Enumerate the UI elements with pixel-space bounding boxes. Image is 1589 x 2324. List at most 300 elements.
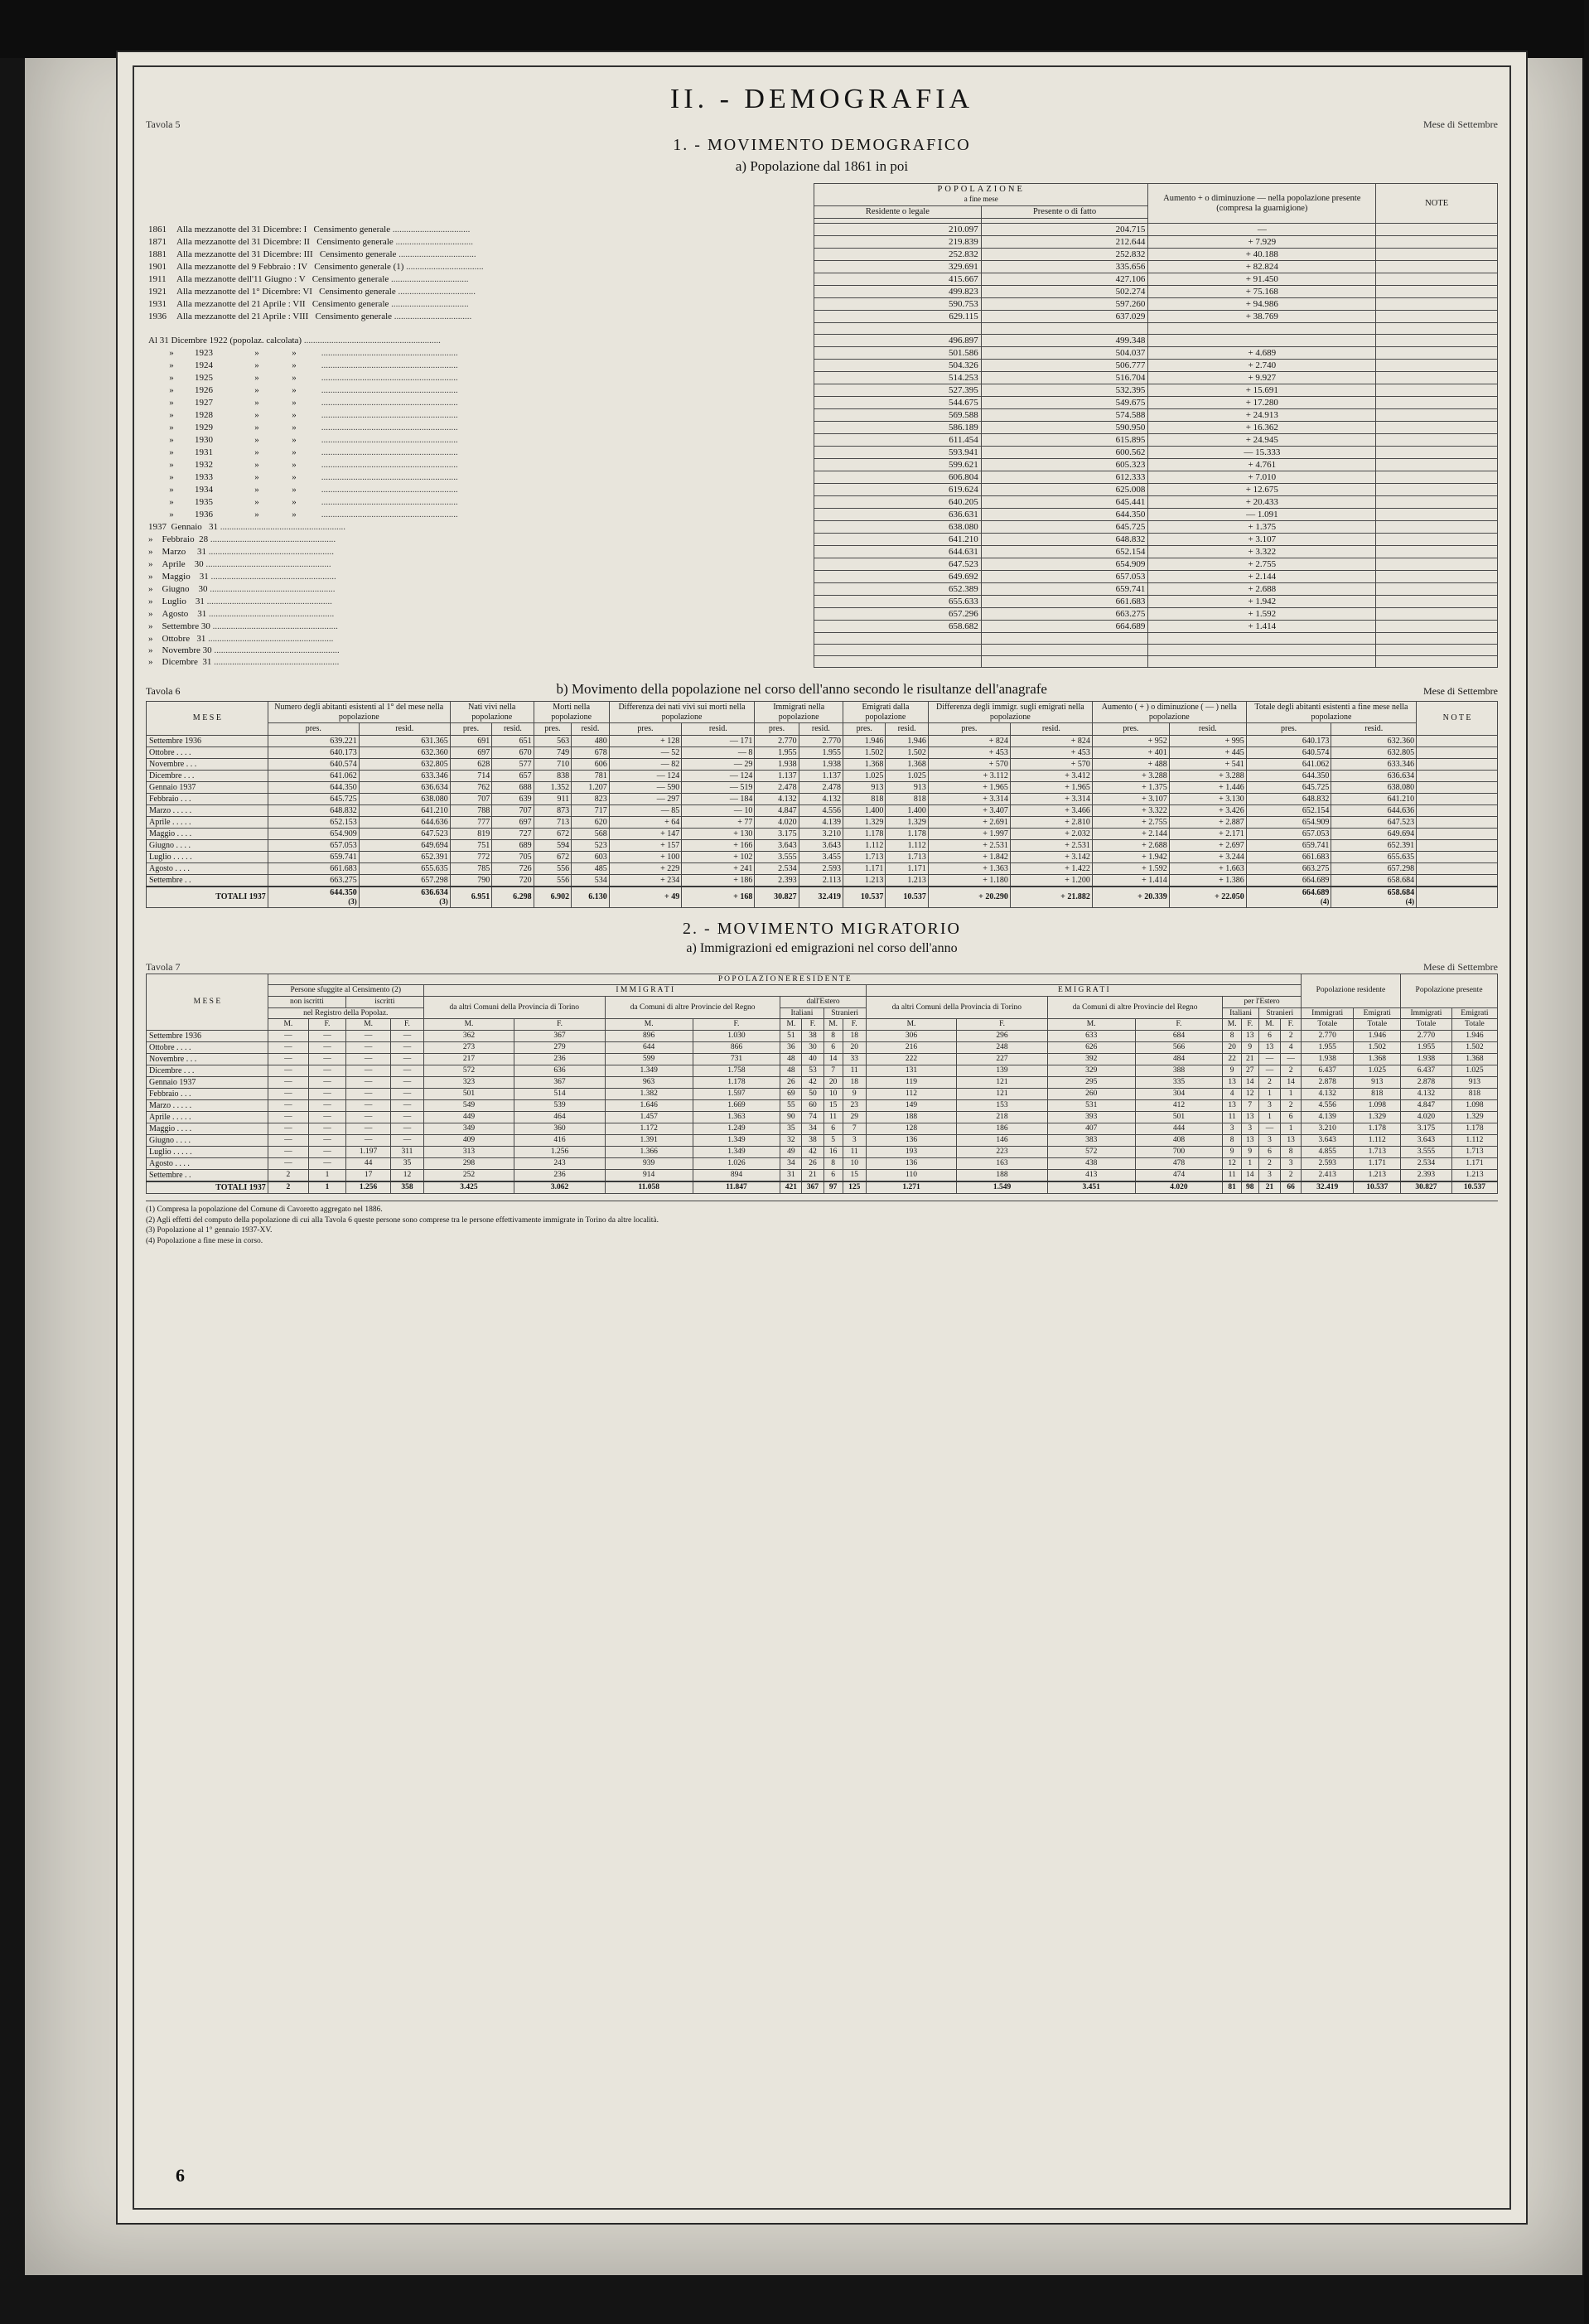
cell-p_emi: 913 (1451, 1076, 1497, 1088)
table-row (146, 311, 1498, 323)
month-label: » Giugno 30 ....................................................... (148, 584, 336, 595)
cell-f_m: 393 (1047, 1111, 1135, 1123)
cell-t_pres: 644.350 (1246, 770, 1331, 781)
table-row (146, 447, 1498, 459)
calc-label: Al 31 Dicembre 1922 (popolaz. calcolata) ............................................................ (148, 336, 441, 346)
cell-e_f: 188 (957, 1169, 1048, 1181)
cell-e_pres: 1.112 (843, 839, 886, 851)
cell-f_f: 478 (1135, 1157, 1223, 1169)
cell-nv_resid: 651 (492, 735, 534, 746)
cell-di_pres: + 1.842 (928, 851, 1010, 862)
cell-di_resid: + 2.810 (1010, 816, 1092, 828)
cell-d_resid: + 130 (682, 828, 755, 839)
cell-f_m: 407 (1047, 1123, 1135, 1134)
census-residente: 252.832 (814, 249, 982, 261)
row-mese: Gennaio 1937 (147, 1076, 268, 1088)
cell-m_resid: 603 (572, 851, 610, 862)
cell-nv_resid: 697 (492, 816, 534, 828)
calc-aumento (1148, 335, 1376, 347)
cell-a_resid: + 3.130 (1169, 793, 1246, 804)
table-row (146, 335, 1498, 347)
cell-c_f: 50 (802, 1088, 823, 1099)
header-m: M. (1223, 1019, 1242, 1031)
cell-c_f: 21 (802, 1169, 823, 1181)
census-residente: 499.823 (814, 286, 982, 298)
cell-e_f: 296 (957, 1030, 1048, 1041)
cell-c_f: 38 (802, 1134, 823, 1146)
row-mese: Dicembre . . . (147, 1065, 268, 1076)
cell-d_f: 11 (843, 1146, 866, 1157)
cell-g_m: 4 (1223, 1088, 1242, 1099)
header-da-altri-comuni-torino-e: da altri Comuni della Provincia di Torino (866, 996, 1047, 1018)
totals-n-resid: 636.634 (3) (359, 887, 450, 908)
header-persone-sfuggite: Persone sfuggite al Censimento (2) (268, 985, 423, 997)
cell-h_f: — (1281, 1053, 1301, 1065)
header-mese: M E S E (147, 702, 268, 736)
cell-d_m: 16 (823, 1146, 843, 1157)
header-emigrati-c: E M I G R A T I (866, 985, 1301, 997)
cell-r_imm: 2.593 (1301, 1157, 1354, 1169)
calc-aumento: + 24.913 (1148, 409, 1376, 422)
header-immigrati-short-r: Immigrati (1301, 1007, 1354, 1019)
month-label: » Settembre 30 ....................................................... (148, 621, 338, 632)
cell-i_pres: 3.175 (755, 828, 799, 839)
cell-t_resid: 632.360 (1331, 735, 1417, 746)
cell-p_emi: 1.946 (1451, 1030, 1497, 1041)
calc-note (1376, 372, 1498, 384)
cell-i_resid: 2.770 (799, 735, 843, 746)
header-note: NOTE (1376, 184, 1498, 224)
table-movimento-anagrafe (146, 701, 1498, 908)
header-morti: Morti nella popolazione (534, 702, 609, 723)
month-label: » Maggio 31 ....................................................... (148, 572, 336, 582)
table-row (147, 874, 1498, 887)
cell-is_f: — (391, 1065, 424, 1076)
cell-a_f: 367 (514, 1030, 606, 1041)
cell-n_resid: 641.210 (359, 804, 450, 816)
cell-m_resid: 620 (572, 816, 610, 828)
census-label: 1921 Alla mezzanotte del 1° Dicembre: VI Censimento generale .................................. (148, 287, 476, 297)
table-row (146, 521, 1498, 534)
calc-aumento: + 7.010 (1148, 471, 1376, 484)
cell-m_resid: 534 (572, 874, 610, 887)
census-note (1376, 261, 1498, 273)
cell-h_m: 13 (1258, 1041, 1281, 1053)
cell-n_resid: 652.391 (359, 851, 450, 862)
calc-residente: 586.189 (814, 422, 982, 434)
table-row (146, 224, 1498, 236)
cell-p_imm: 2.878 (1401, 1076, 1452, 1088)
cell-i_resid: 4.139 (799, 816, 843, 828)
cell-h_f: 2 (1281, 1030, 1301, 1041)
month-note (1376, 645, 1498, 656)
cell-a_resid: + 2.887 (1169, 816, 1246, 828)
cell-h_m: 1 (1258, 1111, 1281, 1123)
cell-b_f: 894 (693, 1169, 780, 1181)
cell-h_f: 6 (1281, 1111, 1301, 1123)
census-label: 1911 Alla mezzanotte dell'11 Giugno : V Censimento generale .................................. (148, 274, 469, 285)
cell-h_f: 13 (1281, 1134, 1301, 1146)
cell-h_m: 1 (1258, 1088, 1281, 1099)
cell-c_m: 55 (780, 1099, 802, 1111)
cell-h_m: — (1258, 1123, 1281, 1134)
cell-d_resid: — 519 (682, 781, 755, 793)
row-note (1417, 746, 1498, 758)
cell-t_pres: 641.062 (1246, 758, 1331, 770)
cell-r_imm: 1.938 (1301, 1053, 1354, 1065)
cell-e_m: 188 (866, 1111, 957, 1123)
cell-t_pres: 648.832 (1246, 793, 1331, 804)
cell-b_f: 1.349 (693, 1134, 780, 1146)
totals-b_f: 11.847 (693, 1181, 780, 1194)
cell-a_pres: + 488 (1092, 758, 1169, 770)
cell-is_f: — (391, 1053, 424, 1065)
month-residente (814, 645, 982, 656)
cell-nv_resid: 639 (492, 793, 534, 804)
cell-h_f: 2 (1281, 1169, 1301, 1181)
cell-b_m: 1.391 (605, 1134, 693, 1146)
header-f: F. (308, 1019, 345, 1031)
month-presente: 663.275 (981, 608, 1148, 621)
calc-label: » 1925 » » ............................................................ (169, 373, 458, 384)
row-note (1417, 804, 1498, 816)
header-numero-abitanti: Numero degli abitanti esistenti al 1° del mese nella popolazione (268, 702, 450, 723)
cell-i_resid: 3.643 (799, 839, 843, 851)
cell-p_emi: 1.329 (1451, 1111, 1497, 1123)
header-f: F. (1241, 1019, 1258, 1031)
row-mese: Settembre 1936 (147, 1030, 268, 1041)
cell-m_pres: 1.352 (534, 781, 572, 793)
cell-t_pres: 664.689 (1246, 874, 1331, 887)
cell-f_f: 474 (1135, 1169, 1223, 1181)
table-row (146, 422, 1498, 434)
calc-note (1376, 447, 1498, 459)
cell-nv_pres: 697 (450, 746, 491, 758)
cell-m_pres: 838 (534, 770, 572, 781)
cell-a_pres: + 2.688 (1092, 839, 1169, 851)
totals-row (147, 1181, 1498, 1194)
cell-m_pres: 713 (534, 816, 572, 828)
calc-residente: 514.253 (814, 372, 982, 384)
calc-aumento: + 20.433 (1148, 496, 1376, 509)
calc-residente: 501.586 (814, 347, 982, 360)
row-mese: Aprile . . . . . (147, 1111, 268, 1123)
cell-i_pres: 2.478 (755, 781, 799, 793)
calc-label: » 1936 » » ............................................................ (169, 510, 458, 520)
cell-g_f: 9 (1241, 1146, 1258, 1157)
cell-h_m: 3 (1258, 1134, 1281, 1146)
cell-e_pres: 1.329 (843, 816, 886, 828)
footnote-4: (4) Popolazione a fine mese in corso. (146, 1237, 263, 1246)
header-resid: resid. (682, 723, 755, 736)
cell-n_resid: 632.805 (359, 758, 450, 770)
table-row (146, 471, 1498, 484)
cell-b_m: 644 (605, 1041, 693, 1053)
totals-note (1417, 887, 1498, 908)
header-presente: Presente o di fatto (981, 206, 1148, 219)
cell-ns_f: — (308, 1134, 345, 1146)
cell-di_resid: + 1.422 (1010, 862, 1092, 874)
cell-e_f: 248 (957, 1041, 1048, 1053)
table-row (146, 534, 1498, 546)
month-residente: 638.080 (814, 521, 982, 534)
cell-d_f: 18 (843, 1076, 866, 1088)
totals-r_imm: 32.419 (1301, 1181, 1354, 1194)
cell-is_m: — (346, 1099, 391, 1111)
header-note-b: N O T E (1417, 702, 1498, 736)
cell-c_f: 42 (802, 1076, 823, 1088)
cell-is_f: — (391, 1123, 424, 1134)
calc-label: » 1935 » » ............................................................ (169, 497, 458, 508)
row-mese: Luglio . . . . . (147, 1146, 268, 1157)
census-presente: 427.106 (981, 273, 1148, 286)
cell-a_pres: + 1.592 (1092, 862, 1169, 874)
totals-a-resid: + 22.050 (1169, 887, 1246, 908)
cell-c_m: 32 (780, 1134, 802, 1146)
month-aumento: + 1.592 (1148, 608, 1376, 621)
cell-n_pres: 659.741 (268, 851, 359, 862)
calc-presente: 625.008 (981, 484, 1148, 496)
cell-a_f: 539 (514, 1099, 606, 1111)
row-mese: Maggio . . . . (147, 828, 268, 839)
cell-p_imm: 3.643 (1401, 1134, 1452, 1146)
totals-e-pres: 10.537 (843, 887, 886, 908)
row-note (1417, 816, 1498, 828)
calc-presente: 532.395 (981, 384, 1148, 397)
cell-e_pres: 818 (843, 793, 886, 804)
month-presente: 657.053 (981, 571, 1148, 583)
cell-a_m: 572 (423, 1065, 514, 1076)
cell-ns_m: — (268, 1111, 308, 1123)
cell-ns_f: — (308, 1041, 345, 1053)
cell-a_resid: + 995 (1169, 735, 1246, 746)
totals-d_f: 125 (843, 1181, 866, 1194)
header-aumento: Aumento + o diminuzione — nella popolazione presente (compresa la guarnigione) (1148, 184, 1376, 224)
cell-g_m: 8 (1223, 1134, 1242, 1146)
cell-is_f: — (391, 1076, 424, 1088)
cell-p_imm: 2.770 (1401, 1030, 1452, 1041)
cell-r_imm: 2.878 (1301, 1076, 1354, 1088)
month-label: » Febbraio 28 ....................................................... (148, 534, 336, 545)
cell-n_pres: 648.832 (268, 804, 359, 816)
header-italiani-emi: Italiani (1223, 1007, 1258, 1019)
calc-label: » 1923 » » ............................................................ (169, 348, 458, 359)
cell-di_pres: + 1.363 (928, 862, 1010, 874)
cell-a_pres: + 1.942 (1092, 851, 1169, 862)
header-aumento-b: Aumento ( + ) o diminuzione ( — ) nella popolazione (1092, 702, 1246, 723)
cell-e_resid: 1.025 (886, 770, 928, 781)
month-aumento (1148, 633, 1376, 645)
row-note (1417, 828, 1498, 839)
cell-r_emi: 1.329 (1354, 1111, 1401, 1123)
cell-r_emi: 1.946 (1354, 1030, 1401, 1041)
cell-f_m: 295 (1047, 1076, 1135, 1088)
table-row (146, 434, 1498, 447)
census-label: 1931 Alla mezzanotte del 21 Aprile : VII Censimento generale .................................. (148, 299, 469, 310)
cell-m_pres: 749 (534, 746, 572, 758)
table-row (146, 347, 1498, 360)
cell-e_resid: 1.171 (886, 862, 928, 874)
cell-is_f: 12 (391, 1169, 424, 1181)
cell-nv_resid: 577 (492, 758, 534, 770)
cell-ns_m: 2 (268, 1169, 308, 1181)
month-presente: 654.909 (981, 558, 1148, 571)
totals-nv-resid: 6.298 (492, 887, 534, 908)
month-note (1376, 621, 1498, 633)
row-mese: Dicembre . . . (147, 770, 268, 781)
cell-d_f: 3 (843, 1134, 866, 1146)
calc-presente: 549.675 (981, 397, 1148, 409)
cell-c_f: 40 (802, 1053, 823, 1065)
header-resid: resid. (359, 723, 450, 736)
cell-ns_m: — (268, 1076, 308, 1088)
cell-ns_f: — (308, 1053, 345, 1065)
calc-note (1376, 347, 1498, 360)
cell-nv_pres: 790 (450, 874, 491, 887)
calc-note (1376, 434, 1498, 447)
cell-r_imm: 3.643 (1301, 1134, 1354, 1146)
totals-h_f: 66 (1281, 1181, 1301, 1194)
cell-p_imm: 3.175 (1401, 1123, 1452, 1134)
cell-n_resid: 649.694 (359, 839, 450, 851)
page-content (146, 79, 1498, 2198)
cell-b_m: 1.646 (605, 1099, 693, 1111)
cell-d_pres: — 297 (609, 793, 682, 804)
table-row (146, 236, 1498, 249)
table-row (147, 1099, 1498, 1111)
month-presente: 652.154 (981, 546, 1148, 558)
cell-f_f: 304 (1135, 1088, 1223, 1099)
cell-g_f: 13 (1241, 1111, 1258, 1123)
cell-d_pres: + 128 (609, 735, 682, 746)
census-residente: 210.097 (814, 224, 982, 236)
cell-d_resid: — 10 (682, 804, 755, 816)
header-pop-presente-col: Popolazione presente (1401, 974, 1498, 1007)
cell-d_m: 14 (823, 1053, 843, 1065)
cell-b_m: 896 (605, 1030, 693, 1041)
header-pres: pres. (843, 723, 886, 736)
section1-title: 1. - MOVIMENTO DEMOGRAFICO (673, 136, 971, 154)
header-emigrati-short-p: Emigrati (1451, 1007, 1497, 1019)
header-pres: pres. (1092, 723, 1169, 736)
cell-nv_pres: 714 (450, 770, 491, 781)
calc-presente: 516.704 (981, 372, 1148, 384)
cell-a_pres: + 3.288 (1092, 770, 1169, 781)
cell-nv_pres: 772 (450, 851, 491, 862)
totals-n-pres: 644.350 (3) (268, 887, 359, 908)
cell-c_f: 74 (802, 1111, 823, 1123)
cell-di_pres: + 2.691 (928, 816, 1010, 828)
cell-h_f: 14 (1281, 1076, 1301, 1088)
cell-i_resid: 3.210 (799, 828, 843, 839)
cell-c_m: 36 (780, 1041, 802, 1053)
calc-note (1376, 496, 1498, 509)
printed-page (116, 51, 1528, 2225)
cell-g_f: 21 (1241, 1053, 1258, 1065)
cell-g_f: 7 (1241, 1099, 1258, 1111)
header-pres: pres. (928, 723, 1010, 736)
cell-b_m: 1.382 (605, 1088, 693, 1099)
cell-n_resid: 631.365 (359, 735, 450, 746)
month-note (1376, 521, 1498, 534)
cell-r_emi: 1.502 (1354, 1041, 1401, 1053)
month-aumento: + 1.414 (1148, 621, 1376, 633)
cell-f_m: 260 (1047, 1088, 1135, 1099)
cell-e_resid: 1.713 (886, 851, 928, 862)
table-row (147, 851, 1498, 862)
cell-di_resid: + 3.412 (1010, 770, 1092, 781)
cell-c_f: 34 (802, 1123, 823, 1134)
cell-n_pres: 641.062 (268, 770, 359, 781)
cell-m_resid: 606 (572, 758, 610, 770)
census-aumento: + 75.168 (1148, 286, 1376, 298)
table-row (146, 298, 1498, 311)
cell-r_emi: 913 (1354, 1076, 1401, 1088)
cell-di_pres: + 453 (928, 746, 1010, 758)
cell-h_f: 2 (1281, 1099, 1301, 1111)
census-label: 1881 Alla mezzanotte del 31 Dicembre: III Censimento generale .................................. (148, 249, 476, 260)
cell-m_resid: 523 (572, 839, 610, 851)
cell-i_pres: 1.938 (755, 758, 799, 770)
cell-g_f: 9 (1241, 1041, 1258, 1053)
cell-a_m: 449 (423, 1111, 514, 1123)
calc-label: » 1931 » » ............................................................ (169, 447, 458, 458)
header-f: F. (693, 1019, 780, 1031)
cell-a_f: 236 (514, 1053, 606, 1065)
cell-r_emi: 1.213 (1354, 1169, 1401, 1181)
header-m: M. (423, 1019, 514, 1031)
cell-i_resid: 2.478 (799, 781, 843, 793)
cell-f_f: 700 (1135, 1146, 1223, 1157)
cell-n_pres: 652.153 (268, 816, 359, 828)
table-row (146, 372, 1498, 384)
cell-h_f: 8 (1281, 1146, 1301, 1157)
cell-r_emi: 1.098 (1354, 1099, 1401, 1111)
cell-d_f: 10 (843, 1157, 866, 1169)
row-mese: Settembre 1936 (147, 735, 268, 746)
cell-b_f: 1.669 (693, 1099, 780, 1111)
cell-n_resid: 633.346 (359, 770, 450, 781)
cell-d_m: 10 (823, 1088, 843, 1099)
cell-ns_f: — (308, 1076, 345, 1088)
cell-t_resid: 658.684 (1331, 874, 1417, 887)
cell-nv_resid: 726 (492, 862, 534, 874)
calc-presente: 499.348 (981, 335, 1148, 347)
calc-aumento: + 17.280 (1148, 397, 1376, 409)
table-row (146, 558, 1498, 571)
table-row (147, 839, 1498, 851)
cell-e_f: 186 (957, 1123, 1048, 1134)
census-presente: 597.260 (981, 298, 1148, 311)
cell-ns_f: — (308, 1157, 345, 1169)
totals-e-resid: 10.537 (886, 887, 928, 908)
cell-g_m: 20 (1223, 1041, 1242, 1053)
month-label: » Novembre 30 ....................................................... (148, 645, 340, 655)
cell-r_emi: 1.171 (1354, 1157, 1401, 1169)
cell-m_pres: 710 (534, 758, 572, 770)
cell-a_m: 349 (423, 1123, 514, 1134)
cell-d_resid: — 8 (682, 746, 755, 758)
cell-g_m: 9 (1223, 1146, 1242, 1157)
totals-t-pres: 664.689 (4) (1246, 887, 1331, 908)
header-f: F. (1135, 1019, 1223, 1031)
cell-ns_m: — (268, 1053, 308, 1065)
cell-m_pres: 873 (534, 804, 572, 816)
cell-g_f: 12 (1241, 1088, 1258, 1099)
calc-residente: 606.804 (814, 471, 982, 484)
cell-e_m: 193 (866, 1146, 957, 1157)
calc-aumento: + 4.761 (1148, 459, 1376, 471)
